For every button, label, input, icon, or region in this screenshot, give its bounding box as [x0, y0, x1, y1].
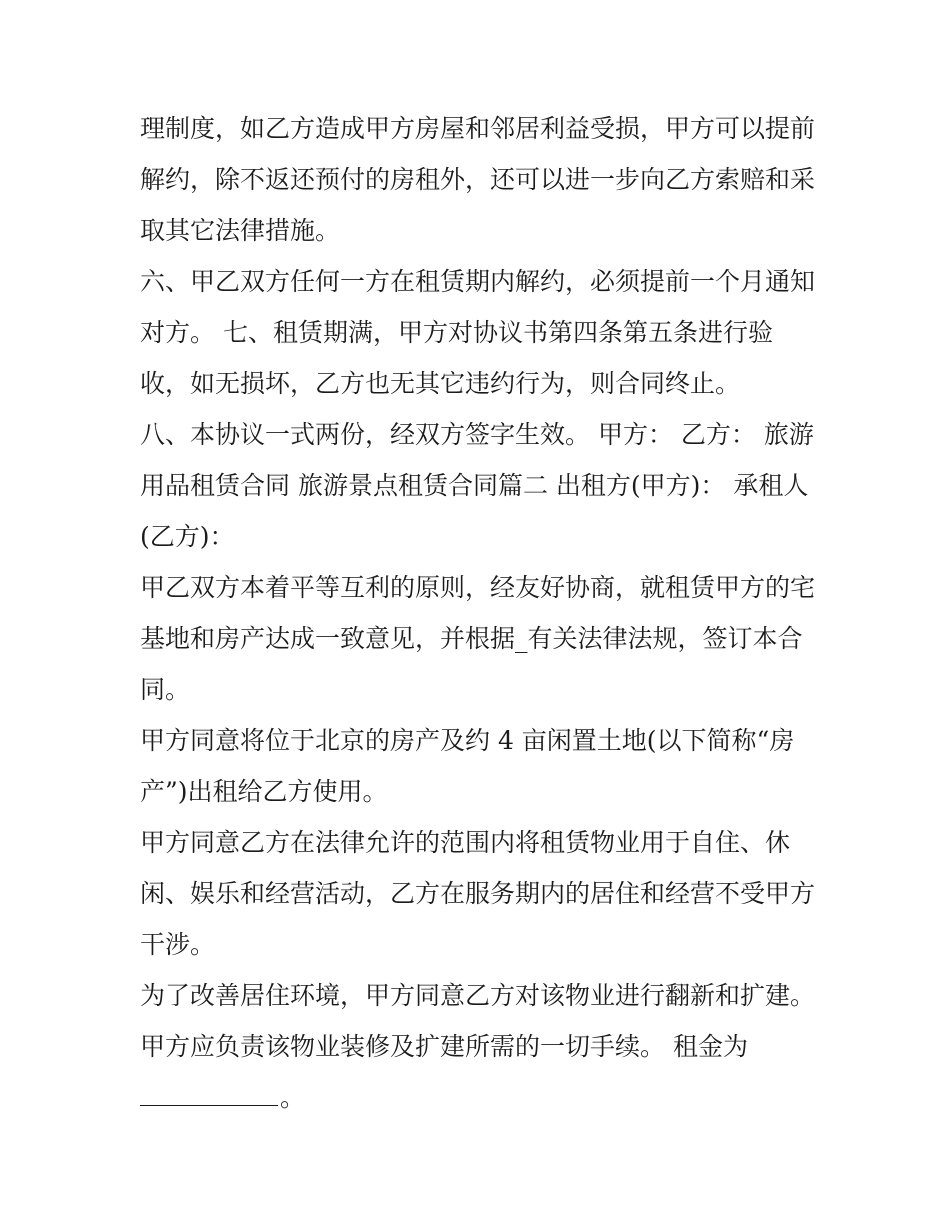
text-line: 产”)出租给乙方使用。 [140, 777, 388, 806]
text-line: 干涉。 [140, 930, 216, 959]
text-line: 六、甲乙双方任何一方在租赁期内解约，必须提前一个月通知 [140, 267, 816, 296]
rent-amount-blank [140, 1081, 278, 1106]
text-line: 甲方同意乙方在法律允许的范围内将租赁物业用于自住、休 [140, 828, 791, 857]
text-line: 为了改善居住环境，甲方同意乙方对该物业进行翻新和扩建。 [140, 981, 816, 1010]
text-line: (乙方)： [140, 522, 235, 551]
text-line: 甲方同意将位于北京的房产及约 4 亩闲置土地(以下简称“房 [140, 726, 795, 755]
text-line: 甲乙双方本着平等互利的原则，经友好协商，就租赁甲方的宅 [140, 573, 816, 602]
text-line: 闲、娱乐和经营活动，乙方在服务期内的居住和经营不受甲方 [140, 879, 816, 908]
text-line: 收，如无损坏，乙方也无其它违约行为，则合同终止。 [140, 369, 741, 398]
text-line: 解约，除不返还预付的房租外，还可以进一步向乙方索赔和采 [140, 165, 816, 194]
text-line: 同。 [140, 675, 191, 704]
text-line: 理制度，如乙方造成甲方房屋和邻居利益受损，甲方可以提前 [140, 114, 816, 143]
contract-text [140, 103, 830, 1123]
text-line: 八、本协议一式两份，经双方签字生效。 甲方： 乙方： 旅游 [140, 420, 814, 449]
text-line: 取其它法律措施。 [140, 216, 341, 245]
text-line: 甲方应负责该物业装修及扩建所需的一切手续。 租金为 [140, 1032, 748, 1061]
line-end-punctuation: 。 [280, 1083, 306, 1112]
blank-line [140, 1072, 830, 1123]
text-line: 对方。 七、租赁期满，甲方对协议书第四条第五条进行验 [140, 318, 773, 347]
text-line: 基地和房产达成一致意见，并根据_有关法律法规，签订本合 [140, 624, 803, 653]
text-line: 用品租赁合同 旅游景点租赁合同篇二 出租方(甲方)： 承租人 [140, 471, 809, 500]
